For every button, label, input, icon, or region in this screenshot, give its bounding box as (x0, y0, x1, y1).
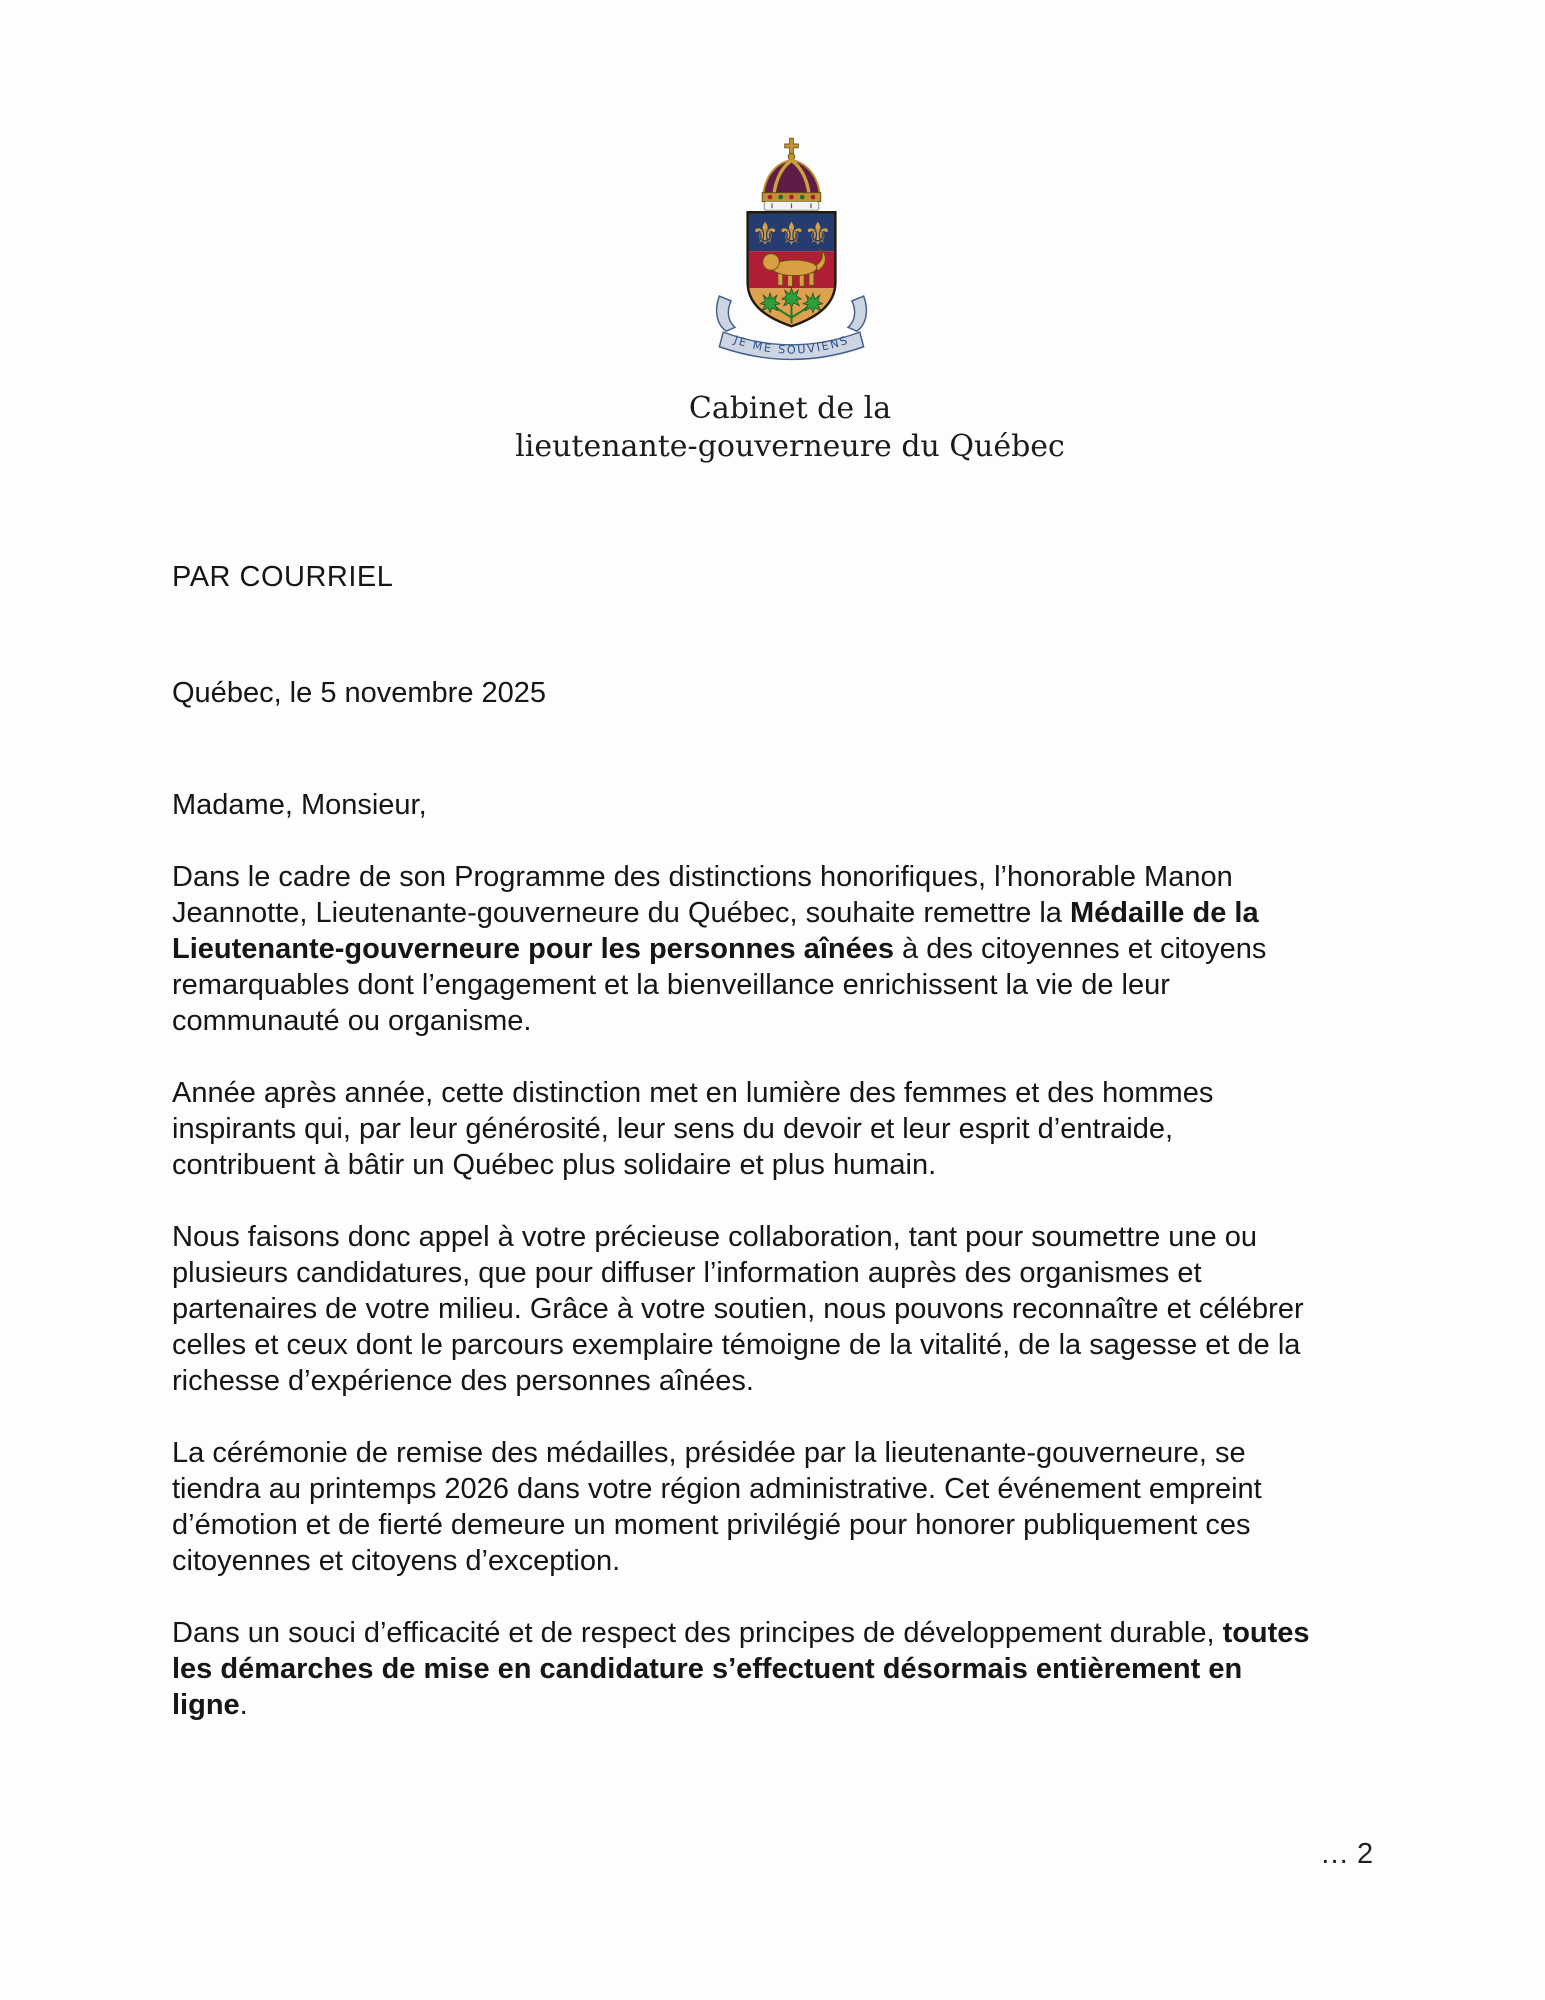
text-segment: Année après année, cette distinction met en lumière des femmes et des hommes (172, 1077, 1214, 1109)
text-line (172, 859, 1452, 895)
text-line (172, 1687, 1452, 1723)
text-line (172, 1147, 1452, 1183)
text-segment: partenaires de votre milieu. Grâce à votre soutien, nous pouvons reconnaître et célébrer (172, 1293, 1304, 1325)
fleur-de-lis-row-icon (751, 216, 832, 252)
text-line (172, 1543, 1452, 1579)
text-segment-bold: toutes (1222, 1617, 1310, 1649)
royal-crown-icon (762, 138, 821, 210)
text-segment: . (239, 1689, 248, 1721)
dateline: Québec, le 5 novembre 2025 (172, 677, 547, 709)
text-segment: tiendra au printemps 2026 dans votre région administrative. Cet événement empreint (172, 1473, 1262, 1505)
text-line (172, 1363, 1452, 1399)
quebec-coat-of-arms (694, 136, 889, 382)
text-line (172, 1219, 1452, 1255)
text-segment: contribuent à bâtir un Québec plus solidaire et plus humain. (172, 1149, 937, 1181)
text-line (172, 1507, 1452, 1543)
salutation: Madame, Monsieur, (172, 789, 427, 821)
text-line (172, 1111, 1452, 1147)
text-line (172, 1291, 1452, 1327)
paragraph-5 (172, 1615, 1452, 1723)
maple-sprig-icon (760, 288, 822, 323)
text-segment: Nous faisons donc appel à votre précieuse collaboration, tant pour soumettre une ou (172, 1221, 1257, 1253)
paragraph-1 (172, 859, 1452, 1039)
letterhead-line-2: lieutenante-gouverneure du Québec (515, 429, 1065, 464)
text-segment: Dans un souci d’efficacité et de respect des principes de développement durable, (172, 1617, 1223, 1649)
text-segment: plusieurs candidatures, que pour diffuser l’information auprès des organismes et (172, 1257, 1202, 1289)
text-line (172, 1327, 1452, 1363)
text-segment: à des citoyennes et citoyens (893, 933, 1267, 965)
paragraph-2 (172, 1075, 1452, 1183)
text-line (172, 895, 1452, 931)
text-segment-bold: Médaille de la (1070, 897, 1259, 929)
text-segment: communauté ou organisme. (172, 1005, 532, 1037)
fleur-de-lis-icon: ⚜ (777, 216, 806, 253)
text-segment: inspirants qui, par leur générosité, leur sens du devoir et leur esprit d’entraide, (172, 1113, 1174, 1145)
text-segment: Jeannotte, Lieutenante-gouverneure du Québec, souhaite remettre la (172, 897, 1070, 929)
text-line (172, 1471, 1452, 1507)
text-line (172, 967, 1452, 1003)
text-segment-bold: Lieutenante-gouverneure pour les personnes aînées (172, 933, 894, 965)
text-segment: Dans le cadre de son Programme des distinctions honorifiques, l’honorable Manon (172, 861, 1233, 893)
delivery-method: PAR COURRIEL (172, 561, 394, 593)
text-line (172, 1435, 1452, 1471)
letter-body (172, 787, 1452, 1759)
text-segment: citoyennes et citoyens d’exception. (172, 1545, 621, 1577)
text-line (172, 1075, 1452, 1111)
text-segment-bold: les démarches de mise en candidature s’effectuent désormais entièrement en (172, 1653, 1243, 1685)
paragraph-4 (172, 1435, 1452, 1579)
text-line (172, 1255, 1452, 1291)
text-line (172, 1651, 1452, 1687)
letterhead-line-1: Cabinet de la (688, 391, 892, 426)
text-segment: celles et ceux dont le parcours exemplaire témoigne de la vitalité, de la sagesse et de la (172, 1329, 1301, 1361)
text-segment: d’émotion et de fierté demeure un moment privilégié pour honorer publiquement ces (172, 1509, 1251, 1541)
fleur-de-lis-icon: ⚜ (751, 216, 780, 253)
text-line (172, 931, 1452, 967)
letterhead-office-name (290, 390, 1290, 466)
text-segment-bold: ligne (172, 1689, 240, 1721)
page-continuation-marker: … 2 (1320, 1838, 1374, 1870)
text-segment: remarquables dont l’engagement et la bienveillance enrichissent la vie de leur (172, 969, 1170, 1001)
text-segment: La cérémonie de remise des médailles, présidée par la lieutenante-gouverneure, se (172, 1437, 1246, 1469)
text-line (172, 1003, 1452, 1039)
paragraph-3 (172, 1219, 1452, 1399)
text-line (172, 1615, 1452, 1651)
motto-text: JE ME SOUVIENS (732, 333, 851, 357)
text-segment: richesse d’expérience des personnes aînées. (172, 1365, 754, 1397)
fleur-de-lis-icon: ⚜ (803, 216, 832, 253)
